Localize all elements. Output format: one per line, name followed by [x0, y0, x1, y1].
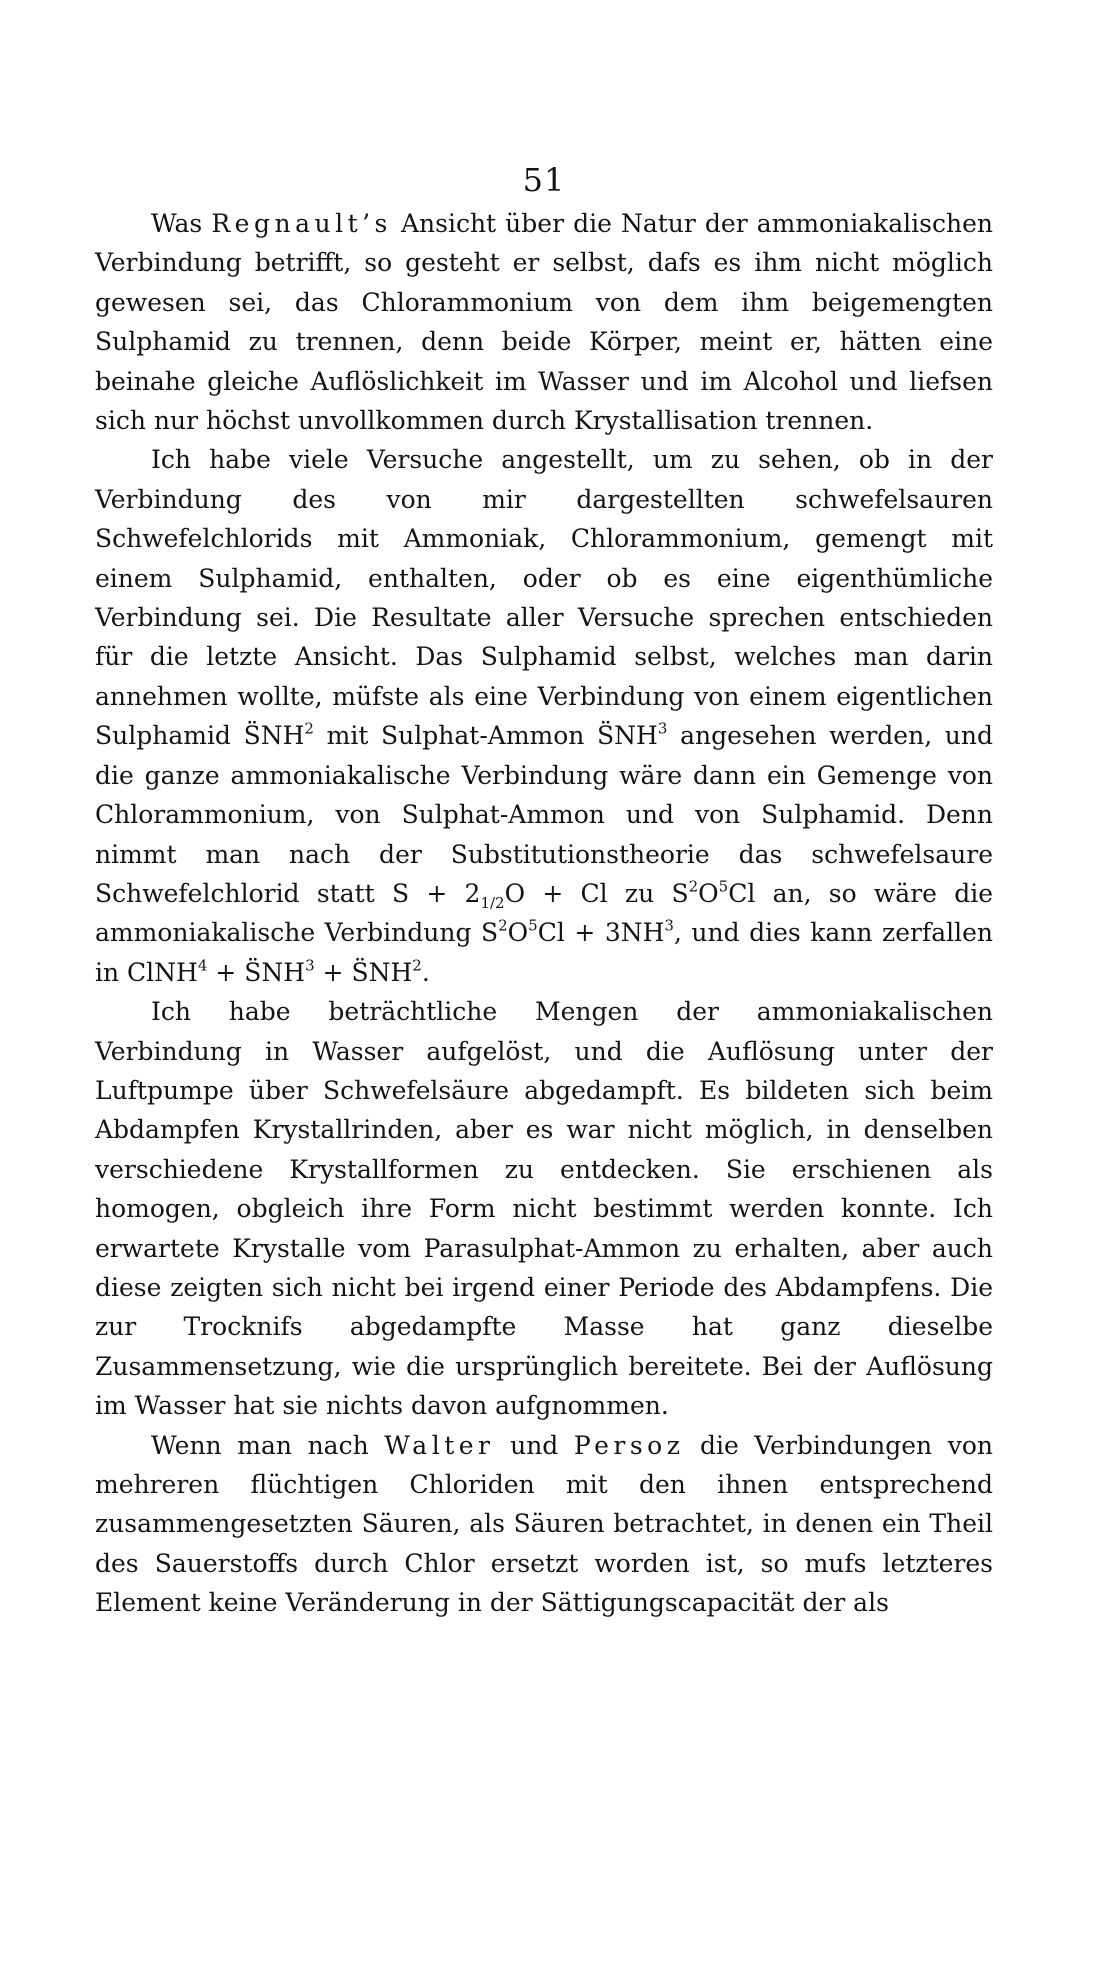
text-run: .: [421, 957, 430, 987]
text-run: angesehen werden, und die ganze ammoniakalische Verbindung wäre dann ein Gemenge von Chlorammonium, von Sulphat-Ammon und von Sulphamid. Denn nimmt man nach der Substitutionstheorie das schwefelsaure Schwefelchlorid statt: [95, 721, 994, 908]
page-number: 51: [522, 161, 566, 199]
paragraph-crystallisation: Ich habe beträchtliche Mengen der ammoniakalischen Verbindung in Wasser aufgelöst, und die Auflösung unter der Luftpumpe über Schwefelsäure abgedampft. Es bildeten sich beim Abdampfen Krystallrinden, aber es war nicht möglich, in denselben verschiedene Krystallformen zu entdecken. Sie erschienen als homogen, obgleich ihre Form nicht bestimmt werden konnte. Ich erwartete Krystalle vom Parasulphat-Ammon zu erhalten, aber auch diese zeigten sich nicht bei irgend einer Periode des Abdampfens. Die zur Trocknifs abgedampfte Masse hat ganz dieselbe Zusammensetzung, wie die ursprünglich bereitete. Bei der Auflösung im Wasser hat sie nichts davon aufgnommen.: [95, 997, 993, 1421]
author-name-regnault: Regnault’s: [211, 209, 392, 238]
text-run: und: [494, 1430, 574, 1460]
formula-zerfallen: ClNH$^4$ + $S̈NH^3$ + $S̈NH^2$: [127, 956, 422, 987]
paragraph-walter-persoz: [95, 1426, 993, 1623]
paragraph-regnault: [95, 204, 993, 440]
formula-sulphat-ammon: $S̈NH^3$: [597, 719, 668, 751]
text-run: mit Sulphat-Ammon: [313, 721, 598, 751]
formula-sulphamid: $S̈NH^2$: [243, 719, 314, 751]
text-run: die Verbindungen von mehreren flüchtigen Chloriden mit den ihnen entsprechend zusammengesetzten Säuren, als Säuren betrachtet, in denen ein Theil des Sauerstoffs durch Chlor ersetzt worden ist, so mufs letzteres Element keine Veränderung in der Sättigungscapacität der als: [95, 1430, 993, 1618]
text-run: Was: [151, 209, 212, 238]
formula-statt: $S + 2_{1/2}O + Cl$: [391, 878, 608, 912]
formula-zu: $S^2O^5Cl$: [671, 877, 756, 908]
book-page: [95, 160, 993, 1623]
paragraph-experiments: [95, 440, 993, 992]
text-run: Ich habe viele Versuche angestellt, um zu sehen, ob in der Verbindung des von mir dargestellten schwefelsauren Schwefelchlorids mit Ammoniak, Chlorammonium, gemengt mit einem Sulphamid, enthalten, oder ob es eine eigenthümliche Verbindung sei. Die Resultate aller Versuche sprechen entschieden für die letzte Ansicht. Das Sulphamid selbst, welches man darin annehmen wollte, müfste als eine Verbindung von einem eigentlichen Sulphamid: [95, 445, 993, 751]
text-run: Wenn man nach: [151, 1430, 385, 1460]
text-run: an, so wäre die ammoniakalische Verbindung: [95, 878, 994, 948]
text-run: , und dies kann zerfallen in: [95, 918, 993, 987]
author-name-walter: Walter: [384, 1430, 495, 1460]
text-run: Ansicht über die Natur der ammoniakalischen Verbindung betrifft, so gesteht er selbst, dafs es ihm nicht möglich gewesen sei, das Chlorammonium von dem ihm beigemengten Sulphamid zu trennen, denn beide Körper, meint er, hätten eine beinahe gleiche Auflöslichkeit im Wasser und im Alcohol und liefsen sich nur höchst unvollkommen durch Krystallisation trennen.: [95, 209, 993, 436]
formula-verbindung: $S^2O^5Cl + 3NH^3$: [480, 916, 674, 948]
text-run: zu: [607, 878, 672, 908]
author-name-persoz: Persoz: [573, 1430, 685, 1460]
